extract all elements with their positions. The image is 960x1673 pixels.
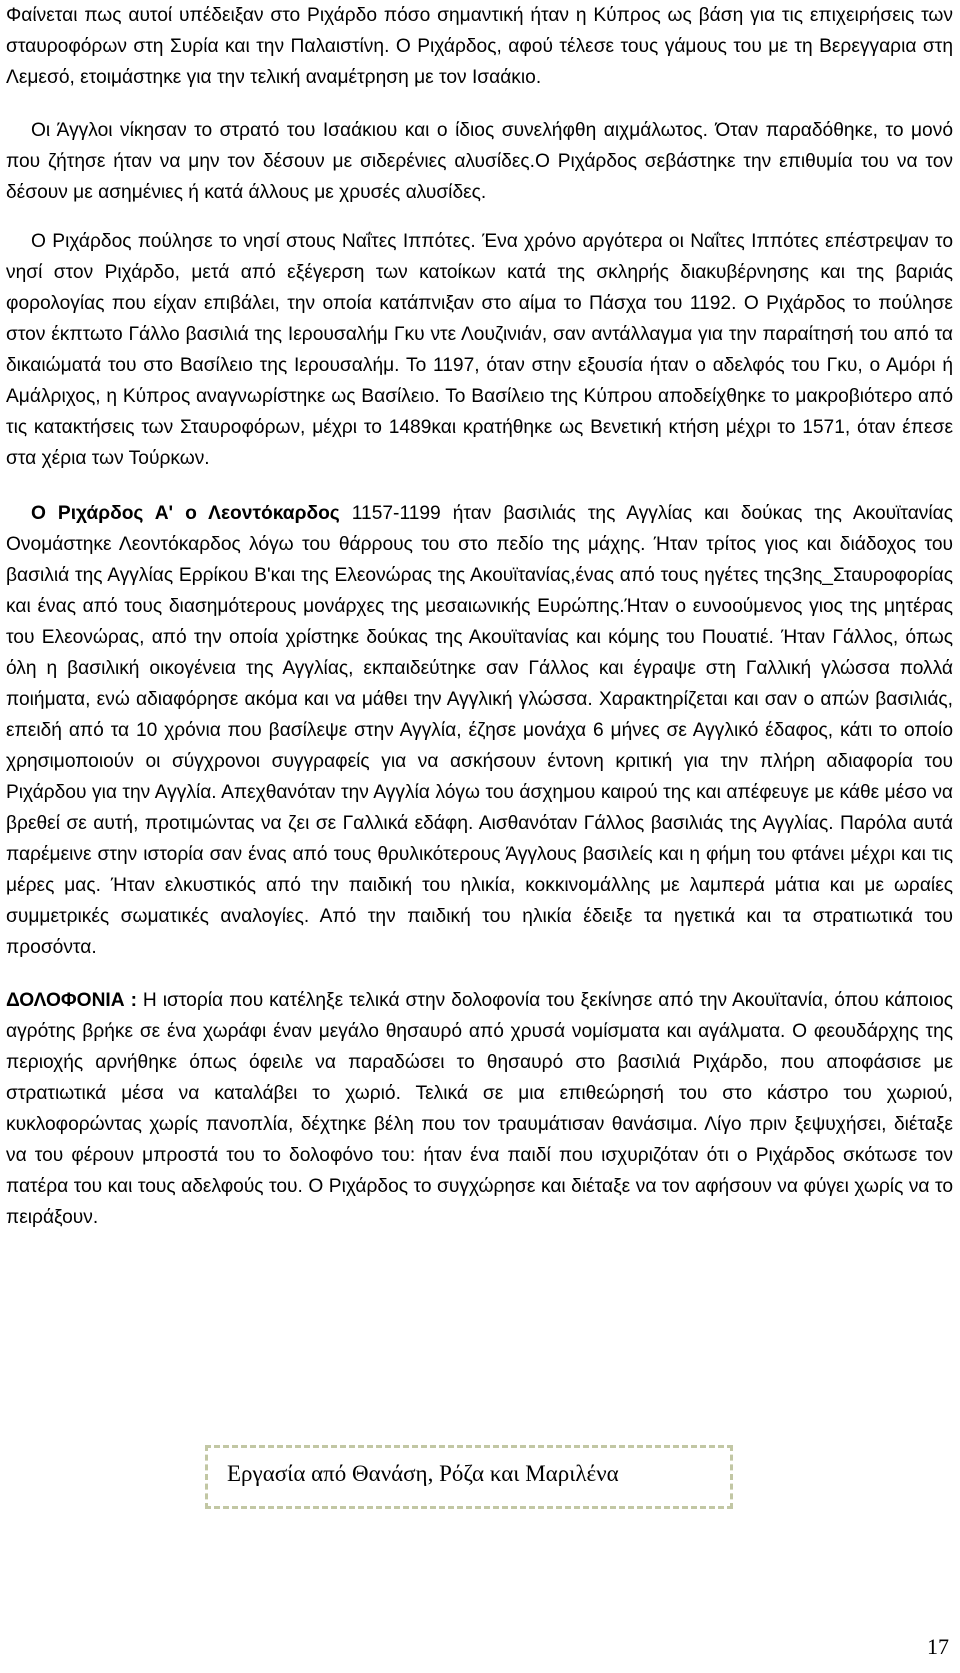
document-page bbox=[6, 0, 953, 1233]
assassination-text: Η ιστορία που κατέληξε τελικά στην δολοφονία του ξεκίνησε από την Ακουϊτανία, όπου κάποιος αγρότης βρήκε σε ένα χωράφι έναν μεγάλο θησαυρό από χρυσά νομίσματα και αγάλματα. Ο φεουδάρχης της περιοχής αρνήθηκε όπως όφειλε να παραδώσει το θησαυρό στο βασιλιά Ριχάρδο, που αποφάσισε με στρατιωτικά μέσα να καταλάβει το χωριό. Τελικά σε μια επιθεώρησή του στο κάστρο του χωριού, κυκλοφορώντας χωρίς πανοπλία, δέχτηκε βέλη που τον τραυμάτισαν θανάσιμα. Λίγο πριν ξεψυχήσει, διέταξε να του φέρουν μπροστά του το δολοφόνο του: ήταν ένα παιδί που ισχυριζόταν ότι ο Ριχάρδος σκότωσε τον πατέρα του και τους αδελφούς του. Ο Ριχάρδος το συγχώρησε και διέταξε να τον αφήσουν να φύγει χωρίς να το πειράξουν. bbox=[6, 990, 953, 1228]
paragraph-isaac-captured: Οι Άγγλοι νίκησαν το στρατό του Ισαάκιου και ο ίδιος συνελήφθη αιχμάλωτος. Όταν παραδόθηκε, το μονό που ζήτησε ήταν να μην τον δέσουν με σιδερένιες αλυσίδες.Ο Ριχάρδος σεβάστηκε την επιθυμία του να τον δέσουν με ασημένιες ή κατά άλλους με χρυσές αλυσίδες. bbox=[6, 120, 953, 203]
paragraph-richard-lionheart bbox=[6, 498, 953, 963]
credit-text: Εργασία από Θανάση, Ρόζα και Μαριλένα bbox=[227, 1461, 619, 1486]
assassination-heading: ΔΟΛΟΦΟΝΙΑ : bbox=[6, 990, 137, 1011]
page-number: 17 bbox=[927, 1634, 949, 1659]
paragraph-cyprus-base: Φαίνεται πως αυτοί υπέδειξαν στο Ριχάρδο πόσο σημαντική ήταν η Κύπρος ως βάση για τις επιχειρήσεις των σταυροφόρων στη Συρία και την Παλαιστίνη. Ο Ριχάρδος, αφού τέλεσε τους γάμους του με τη Βερεγγαρια στη Λεμεσό, ετοιμάστηκε για την τελική αναμέτρηση με τον Ισαάκιο. bbox=[6, 5, 953, 88]
credit-frame bbox=[205, 1445, 733, 1509]
richard-text: 1157-1199 ήταν βασιλιάς της Αγγλίας και δούκας της Ακουϊτανίας Ονομάστηκε Λεοντόκαρδος λόγω του θάρρους του στο πεδίο της μάχης. Ήταν τρίτος γιος και διάδοχος του βασιλιά της Αγγλίας Ερρίκου Β'και της Ελεονώρας της Ακουϊτανίας,ένας από τους ηγέτες της3ης_Σταυροφορίας και ένας από τους διασημότερους μονάρχες της μεσαιωνικής Ευρώπης.Ήταν ο ευνοούμενος γιος της μητέρας του Ελεονώρας, από την οποία χρίστηκε δούκας της Ακουϊτανίας και κόμης του Πουατιέ. Ήταν Γάλλος, όπως όλη η βασιλική οικογένεια της Αγγλίας, εκπαιδεύτηκε σαν Γάλλος και έγραψε στη Γαλλική γλώσσα πολλά ποιήματα, ενώ αδιαφόρησε ακόμα και να μάθει την Αγγλική γλώσσα. Χαρακτηρίζεται και σαν ο απών βασιλιάς, επειδή από τα 10 χρόνια που βασίλεψε στην Αγγλία, έζησε μονάχα 6 μήνες σε Αγγλικό έδαφος, κάτι το οποίο χρησιμοποιούν οι σύγχρονοι συγγραφείς για να ασκήσουν έντονη κριτική για την πλήρη αδιαφορία του Ριχάρδου για την Αγγλία. Απεχθανόταν την Αγγλία λόγω του άσχημου καιρού της και απέφευγε με κάθε μέσο να βρεθεί σε αυτή, προτιμώντας να ζει σε Γαλλικά εδάφη. Αισθανόταν Γάλλος βασιλιάς της Αγγλίας. Παρόλα αυτά παρέμεινε στην ιστορία σαν ένας από τους θρυλικότερους Άγγλους βασιλείς και η φήμη του φτάνει μέχρι και τις μέρες μας. Ήταν ελκυστικός από την παιδική του ηλικία, κοκκινομάλλης με λαμπερά μάτια και με ωραίες συμμετρικές σωματικές αναλογίες. Από την παιδική του ηλικία έδειξε τα ηγετικά και τα στρατιωτικά του προσόντα. bbox=[6, 503, 954, 958]
paragraph-assassination bbox=[6, 985, 953, 1233]
paragraph-cyprus-sold: Ο Ριχάρδος πούλησε το νησί στους Ναΐτες Ιππότες. Ένα χρόνο αργότερα οι Ναΐτες Ιππότες επέστρεψαν το νησί στον Ριχάρδο, μετά από εξέγερση των κατοίκων κατά της σκληρής διακυβέρνησης και της βαριάς φορολογίας που είχαν επιβάλει, την οποία κατάπνιξαν στο αίμα το Πάσχα του 1192. Ο Ριχάρδος το πούλησε στον έκπτωτο Γάλλο βασιλιά της Ιερουσαλήμ Γκυ ντε Λουζινιάν, σαν αντάλλαγμα για την παραίτησή του από τα δικαιώματά του στο Βασίλειο της Ιερουσαλήμ. Το 1197, όταν στην εξουσία ήταν ο αδελφός του Γκυ, ο Αμόρι ή Αμάλριχος, η Κύπρος αναγνωρίστηκε ως Βασίλειο. Το Βασίλειο της Κύπρου αποδείχθηκε το μακροβιότερο από τις κατακτήσεις των Σταυροφόρων, μέχρι το 1489και κρατήθηκε ως Βενετική κτήση μέχρι το 1571, όταν έπεσε στα χέρια των Τούρκων. bbox=[6, 231, 953, 469]
richard-heading: Ο Ριχάρδος Α' ο Λεοντόκαρδος bbox=[31, 503, 340, 524]
